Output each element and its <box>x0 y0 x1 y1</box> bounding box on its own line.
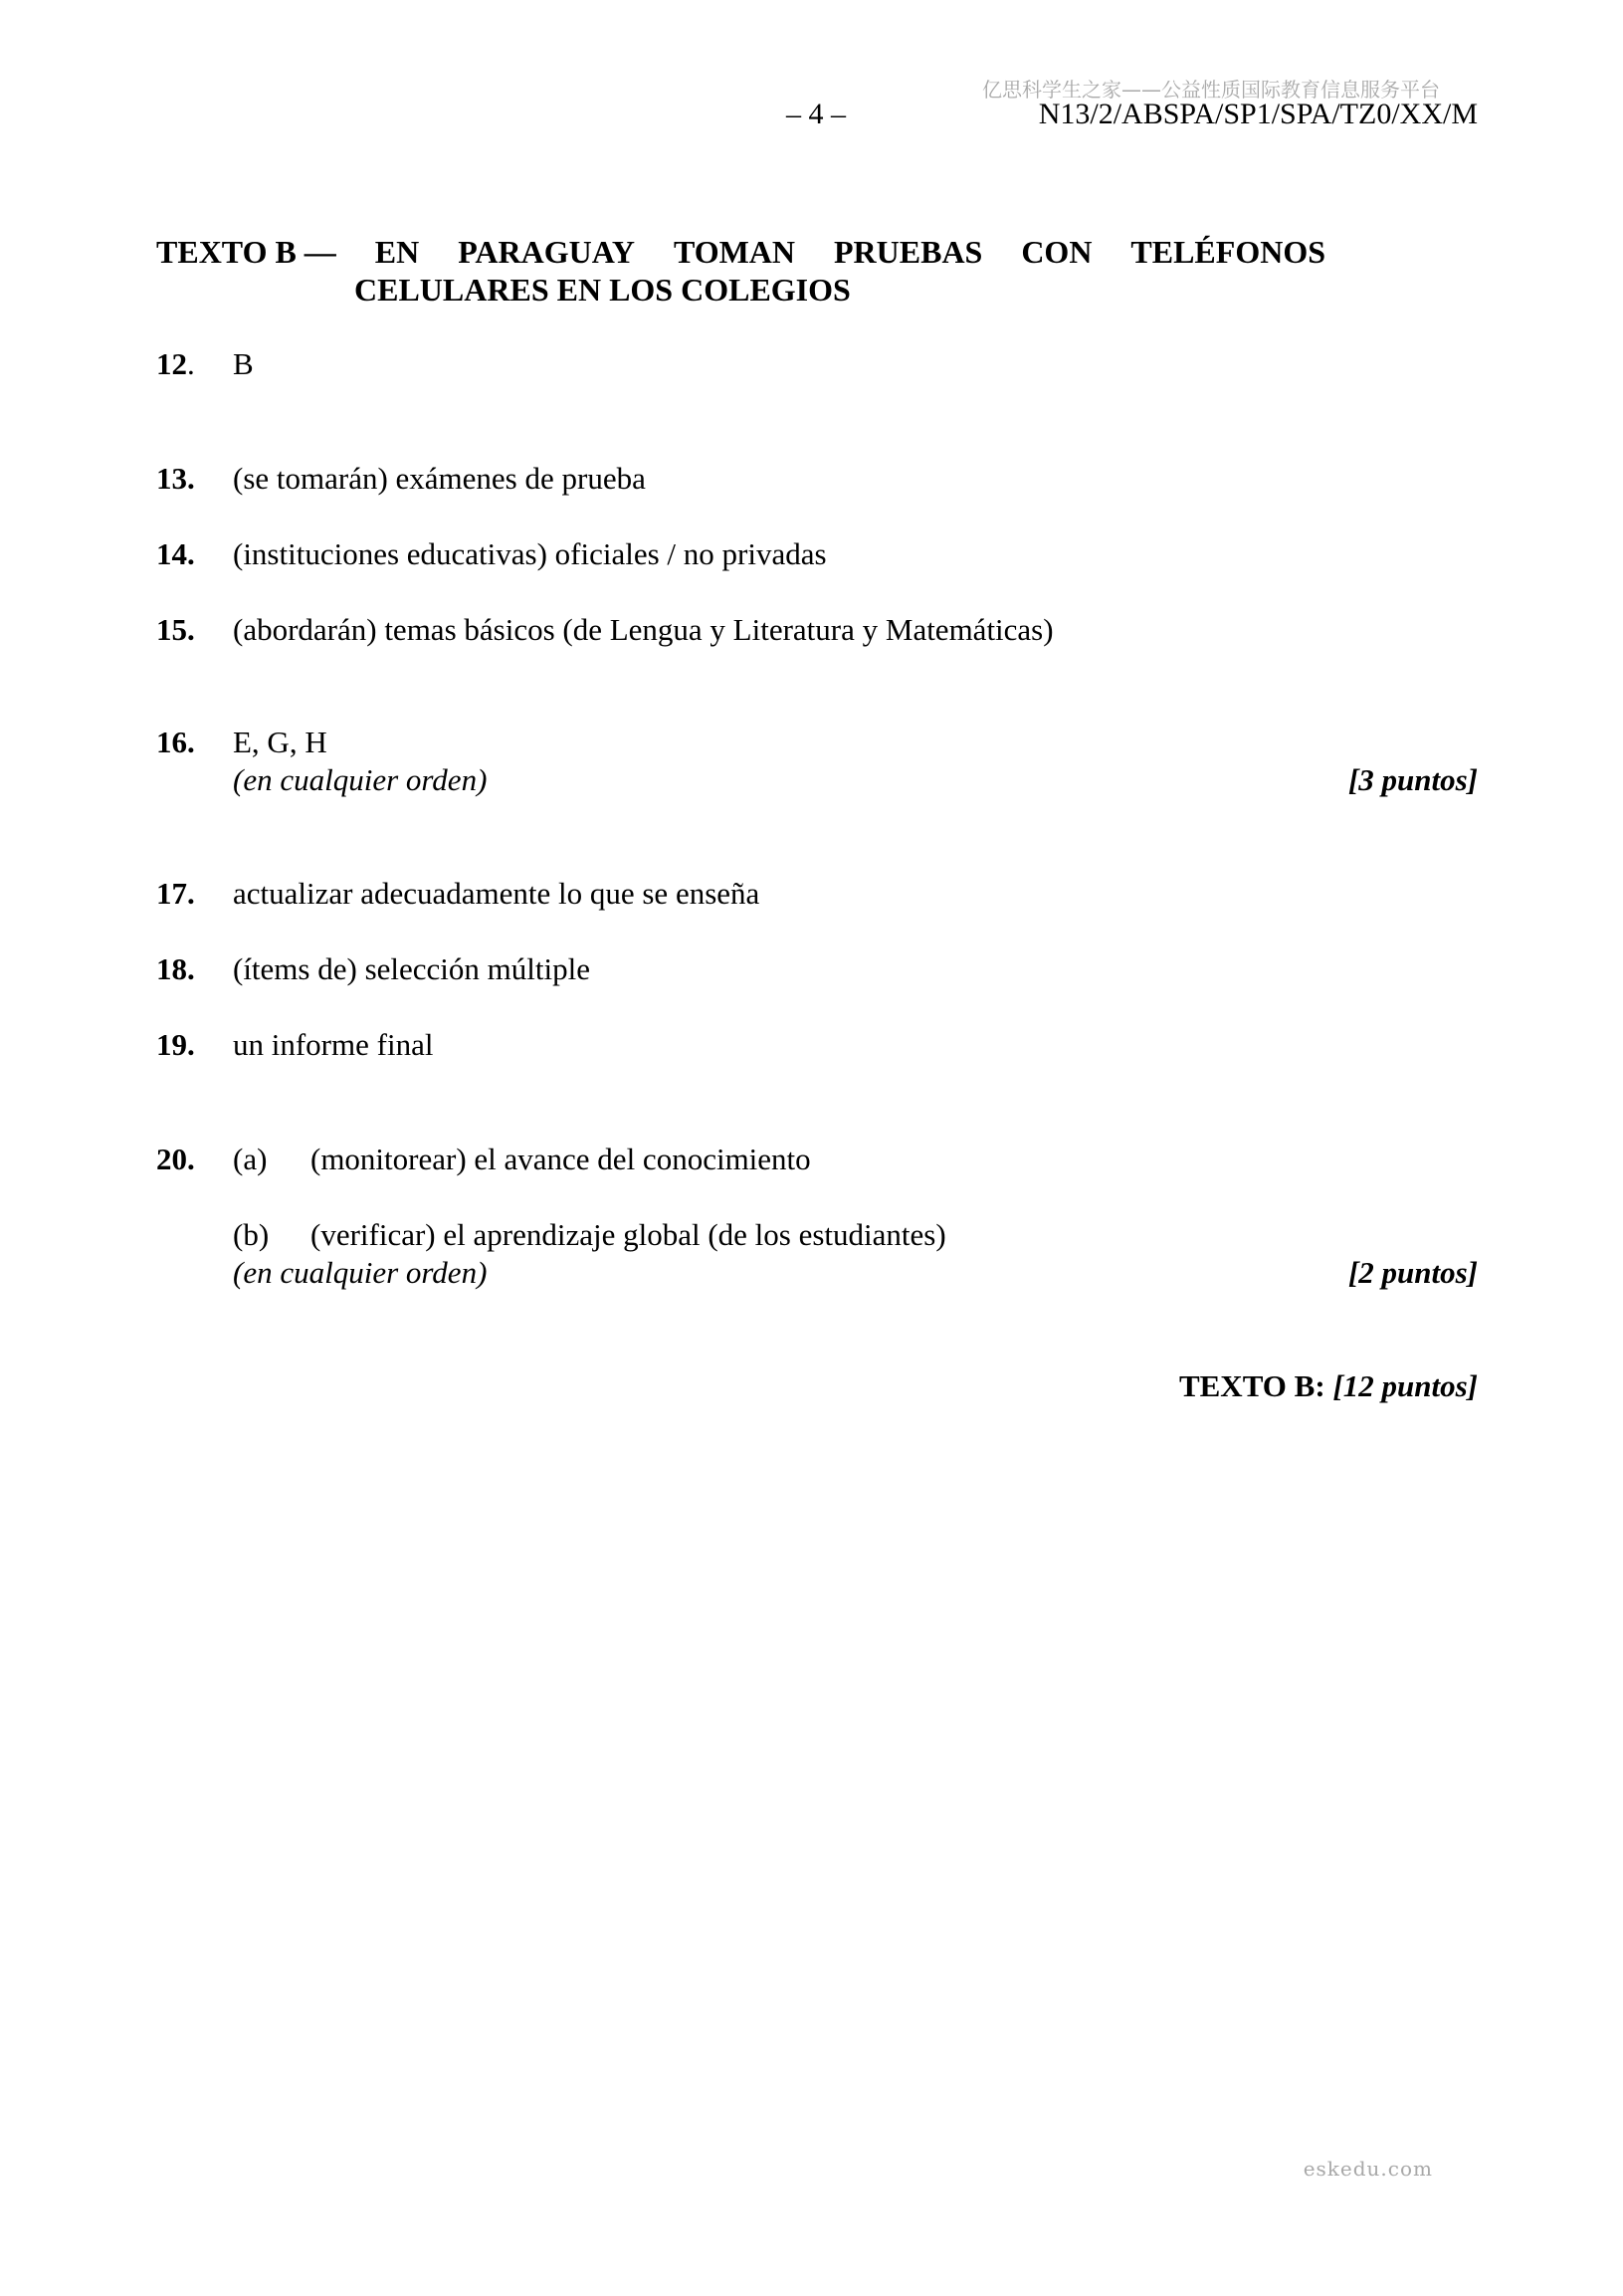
subpart-answer: (monitorear) el avance del conocimiento <box>310 1142 811 1176</box>
heading-word: EN <box>374 234 420 270</box>
subpart-label: (b) <box>233 1217 270 1252</box>
subpart-label: (a) <box>233 1142 268 1176</box>
answer-text: B <box>233 346 254 381</box>
question-number: 14. <box>156 536 195 571</box>
heading-lead: TEXTO B — <box>156 234 336 270</box>
heading-word: PRUEBAS <box>833 234 983 270</box>
question-number: 18. <box>156 951 195 986</box>
question-number: 17. <box>156 876 195 911</box>
heading-word: CON <box>1021 234 1093 270</box>
answer-text: (instituciones educativas) oficiales / no privadas <box>233 536 827 571</box>
watermark-header: 亿思科学生之家——公益性质国际教育信息服务平台 <box>982 78 1440 102</box>
answer-text: (abordarán) temas básicos (de Lengua y Literatura y Matemáticas) <box>233 612 1054 647</box>
section-heading-line2: CELULARES EN LOS COLEGIOS <box>354 272 851 308</box>
question-number: 20. <box>156 1142 195 1176</box>
answer-text: actualizar adecuadamente lo que se enseña <box>233 876 760 911</box>
section-total <box>1179 1368 1478 1404</box>
answer-note: (en cualquier orden) <box>233 762 488 797</box>
question-number: 15. <box>156 612 195 647</box>
heading-word: PARAGUAY <box>458 234 635 270</box>
answer-text: E, G, H <box>233 725 327 759</box>
page-number: – 4 – <box>786 98 846 130</box>
question-number: 16. <box>156 725 195 759</box>
total-marks: [12 puntos] <box>1332 1368 1478 1403</box>
total-label: TEXTO B: <box>1178 1368 1325 1403</box>
section-heading <box>156 234 1325 271</box>
answer-text: (se tomarán) exámenes de prueba <box>233 461 646 496</box>
question-number: 19. <box>156 1027 195 1062</box>
heading-word: TELÉFONOS <box>1130 234 1325 270</box>
question-number: 12. <box>156 346 195 381</box>
answer-text: (ítems de) selección múltiple <box>233 951 590 986</box>
heading-word: TOMAN <box>673 234 796 270</box>
subpart-answer: (verificar) el aprendizaje global (de los estudiantes) <box>310 1217 946 1252</box>
watermark-footer: eskedu.com <box>1303 2157 1433 2181</box>
paper-code: N13/2/ABSPA/SP1/SPA/TZ0/XX/M <box>1038 98 1478 130</box>
marks-label: [3 puntos] <box>1347 762 1478 797</box>
question-number: 13. <box>156 461 195 496</box>
marks-label: [2 puntos] <box>1347 1255 1478 1290</box>
answer-text: un informe final <box>233 1027 434 1062</box>
answer-note: (en cualquier orden) <box>233 1255 488 1290</box>
